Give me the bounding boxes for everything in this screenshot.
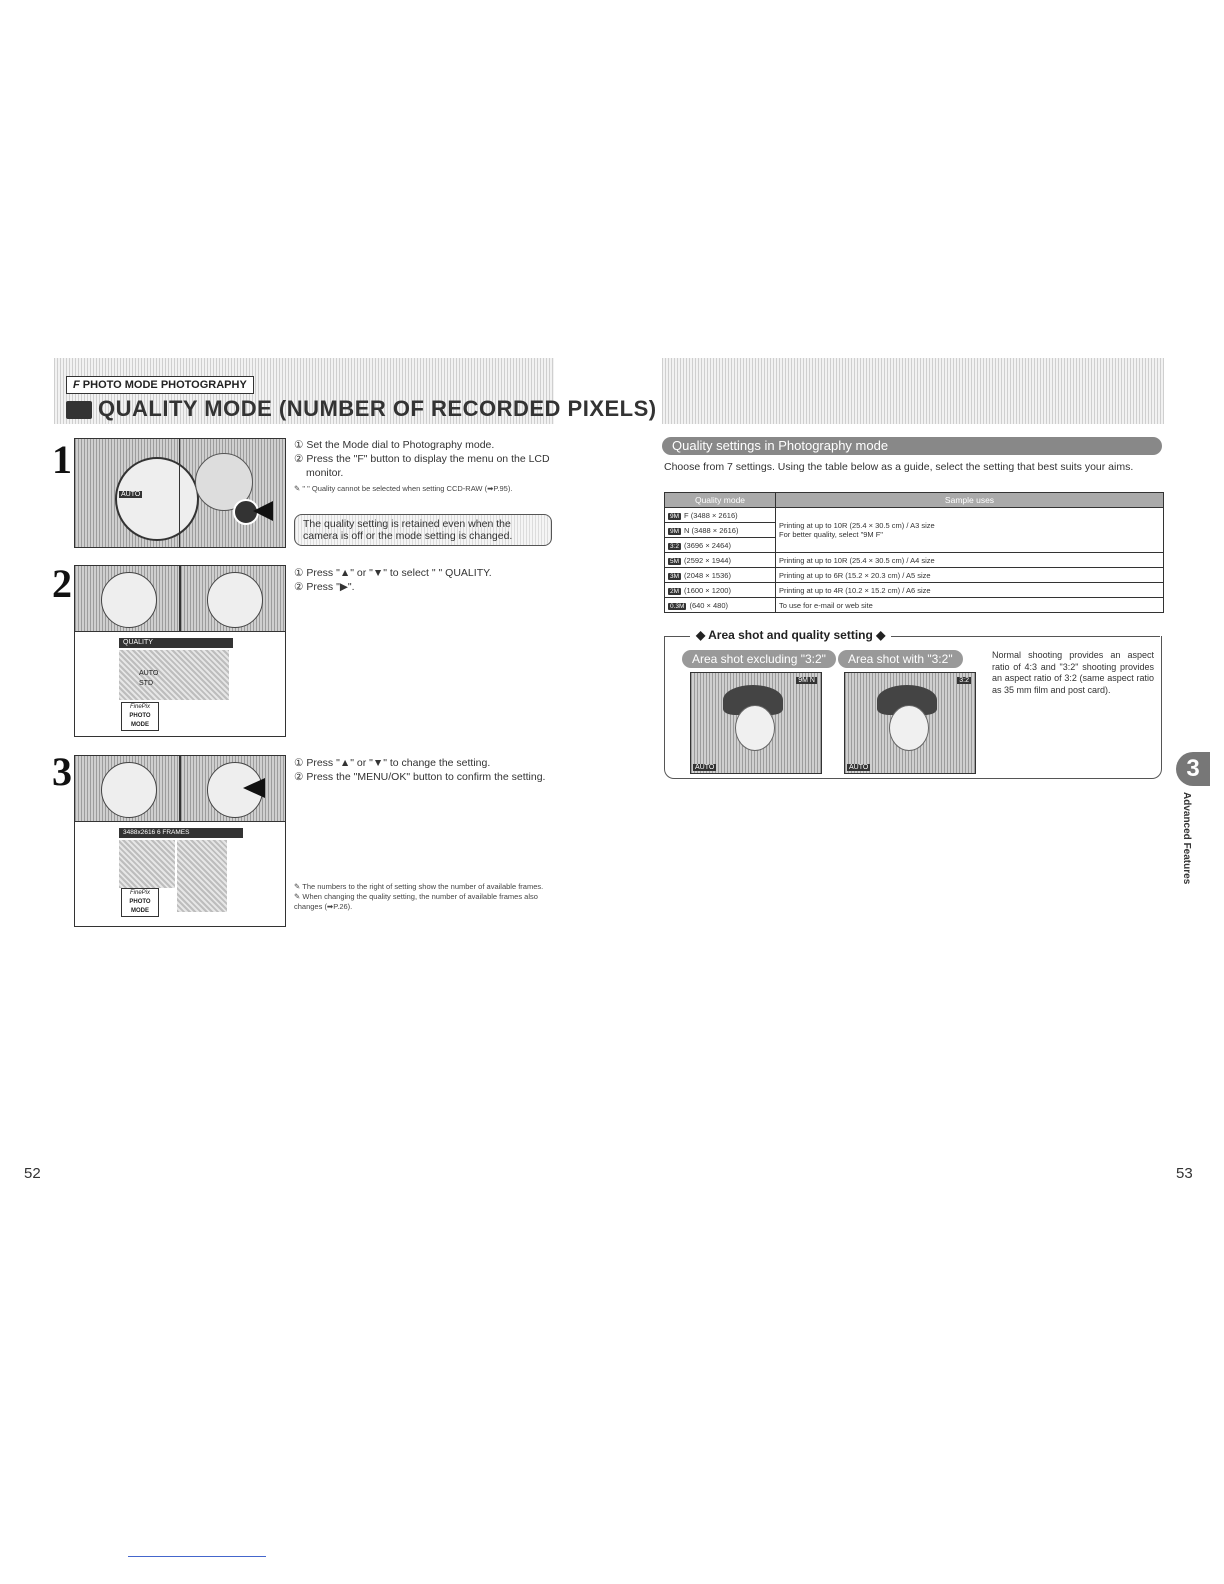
table-row: 5M (2592 × 1944) Printing at up to 10R (25.4 × 30.5 cm) / A4 size — [665, 553, 1164, 568]
dpad — [207, 572, 263, 628]
quality-table — [664, 492, 1164, 613]
section-heading: Quality settings in Photography mode — [662, 437, 1162, 455]
memo-icon: ✎ — [294, 484, 301, 493]
step2-button-image-1 — [74, 565, 180, 633]
table-row: 3M (2048 × 1536) Printing at up to 6R (15.2 × 20.3 cm) / A5 size — [665, 568, 1164, 583]
area-shot-text: Normal shooting provides an aspect ratio of 4:3 and "3:2" shooting provides an aspect ratio of 3:2 (same aspect ratio as 35 mm film and post card). — [992, 650, 1154, 695]
step3-notes: ✎ The numbers to the right of setting show the number of available frames. ✎ When changing the quality setting, the number of available frames also changes (➡P.26). — [294, 882, 544, 911]
step3-button-image-2 — [180, 755, 286, 823]
dpad — [101, 762, 157, 818]
lcd-item-std: STD — [139, 680, 153, 687]
chapter-label: Advanced Features — [1181, 792, 1192, 885]
retained-callout: The quality setting is retained even when the camera is off or the mode setting is changed. — [294, 514, 552, 546]
portrait-photo-3x2 — [844, 672, 976, 774]
dpad — [101, 572, 157, 628]
photo-auto-tag: AUTO — [849, 764, 869, 771]
lcd-brand: FinePix PHOTO MODE — [121, 888, 159, 917]
step-number: 2 — [52, 561, 72, 606]
table-row: 2M (1600 × 1200) Printing at up to 4R (10.2 × 15.2 cm) / A6 size — [665, 583, 1164, 598]
step3-lcd-screen — [74, 821, 286, 927]
mode-dial — [115, 457, 199, 541]
lcd-menu-body — [119, 650, 229, 700]
photo-quality-tag: 3:2 — [959, 677, 969, 684]
chapter-tab: 3 — [1176, 752, 1210, 786]
step1-camera-image — [74, 438, 286, 548]
memo-icon: ✎ — [294, 882, 301, 891]
pointer-arrow-icon — [243, 778, 265, 798]
f-icon: F — [73, 379, 80, 391]
table-row: 0.3M (640 × 480) To use for e-mail or web site — [665, 598, 1164, 613]
step1-note: ✎ " " Quality cannot be selected when setting CCD-RAW (➡P.95). — [294, 484, 513, 493]
face-shape — [889, 705, 929, 751]
page-title: QUALITY MODE (NUMBER OF RECORDED PIXELS) — [66, 396, 657, 422]
step2-lcd-screen — [74, 631, 286, 737]
pointer-arrow-icon — [253, 501, 273, 521]
intro-text: Choose from 7 settings. Using the table below as a guide, select the setting that best suits your aims. — [664, 461, 1134, 473]
face-shape — [735, 705, 775, 751]
memo-icon: ✎ — [294, 892, 301, 901]
table-header-row: Quality mode Sample uses — [665, 493, 1164, 508]
table-row: 9M N (3488 × 2616) — [665, 523, 1164, 538]
lcd-brand: FinePix PHOTO MODE — [121, 702, 159, 731]
divider — [179, 439, 180, 547]
quality-icon — [66, 401, 92, 419]
section-tag: F PHOTO MODE PHOTOGRAPHY — [66, 376, 254, 394]
right-header-band — [662, 358, 1164, 424]
photo-quality-tag: 9M N — [798, 677, 815, 684]
page-number-left: 52 — [24, 1165, 41, 1182]
portrait-photo-4x3 — [690, 672, 822, 774]
step2-button-image-2 — [180, 565, 286, 633]
lcd-frames-header: 3488x2616 6 FRAMES — [119, 828, 243, 838]
table-row: 9M F (3488 × 2616) Printing at up to 10R (25.4 × 30.5 cm) / A3 size For better quality, select "9M F" — [665, 508, 1164, 523]
lcd-menu-body — [119, 840, 175, 888]
footer-rule — [128, 1556, 266, 1557]
step1-instructions: ① Set the Mode dial to Photography mode. ② Press the "F" button to display the menu on the LCD monitor. — [294, 439, 550, 479]
step3-button-image-1 — [74, 755, 180, 823]
area-label-with: Area shot with "3:2" — [838, 650, 963, 668]
step2-instructions: ① Press "▲" or "▼" to select " " QUALITY. ② Press "▶". — [294, 567, 492, 593]
step3-instructions: ① Press "▲" or "▼" to change the setting. ② Press the "MENU/OK" button to confirm the setting. — [294, 757, 546, 783]
step-number: 1 — [52, 437, 72, 482]
dial-auto-label: AUTO — [121, 491, 141, 498]
photo-auto-tag: AUTO — [695, 764, 715, 771]
area-shot-title: ◆ Area shot and quality setting ◆ — [690, 628, 891, 642]
step-number: 3 — [52, 749, 72, 794]
lcd-item-auto: AUTO — [139, 670, 159, 677]
area-label-excluding: Area shot excluding "3:2" — [682, 650, 836, 668]
page-number-right: 53 — [1176, 1165, 1193, 1182]
lcd-submenu — [177, 840, 227, 912]
lcd-menu-title: QUALITY — [119, 638, 233, 648]
table-row: 3:2 (3696 × 2464) — [665, 538, 1164, 553]
